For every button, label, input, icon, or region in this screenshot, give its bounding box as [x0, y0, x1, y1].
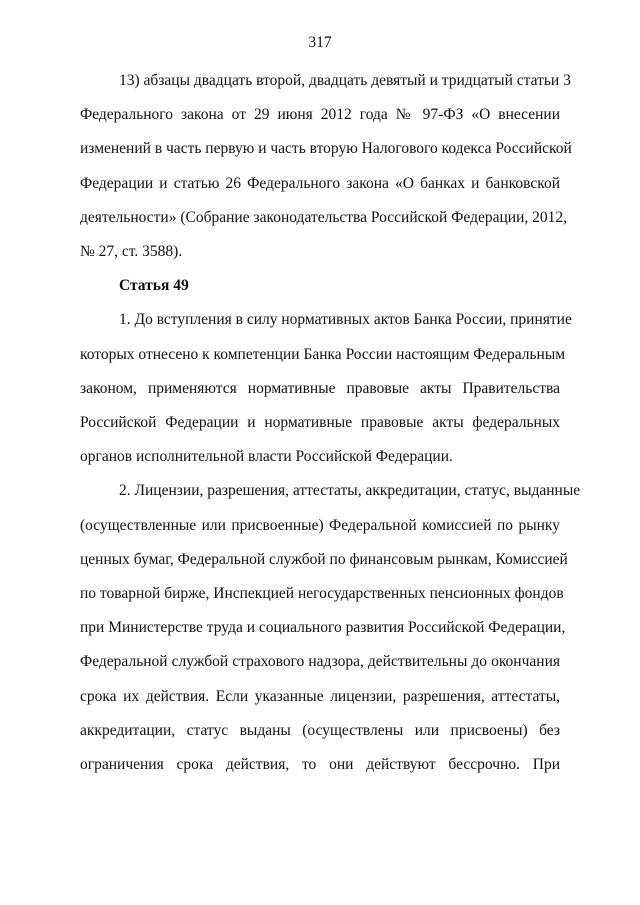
text-line: 13) абзацы двадцать второй, двадцать девятый и тридцатый статьи 3 [119, 72, 571, 89]
text-line: Федеральной службой страхового надзора, действительны до окончания [80, 653, 560, 671]
text-line: по товарной бирже, Инспекцией негосударственных пенсионных фондов [80, 585, 564, 603]
text-line: органов исполнительной власти Российской Федерации. [80, 448, 453, 466]
document-body [80, 64, 581, 782]
text-line: деятельности» (Собрание законодательства Российской Федерации, 2012, [80, 208, 567, 226]
text-line: ценных бумаг, Федеральной службой по финансовым рынкам, Комиссией [80, 550, 568, 568]
paragraph-1 [80, 303, 572, 474]
text-line: которых отнесено к компетенции Банка России настоящим Федеральным [80, 345, 566, 363]
text-line: Российской Федерации и нормативные правовые акты федеральных [80, 414, 560, 432]
text-line: 2. Лицензии, разрешения, аттестаты, аккредитации, статус, выданные [119, 482, 581, 500]
text-line: № 27, ст. 3588). [80, 243, 183, 261]
page-number: 317 [308, 34, 332, 51]
text-line: срока их действия. Если указанные лицензии, разрешения, аттестаты, [80, 687, 560, 705]
article-heading: Статья 49 [119, 277, 189, 295]
paragraph-2 [80, 474, 581, 782]
text-line: Федерального закона от 29 июня 2012 года № 97-ФЗ «О внесении [80, 106, 560, 124]
text-line: 1. До вступления в силу нормативных актов Банка России, принятие [119, 311, 572, 329]
text-line: Федерации и статью 26 Федерального закона «О банках и банковской [80, 174, 560, 192]
text-line: изменений в часть первую и часть вторую Налогового кодекса Российской [80, 140, 572, 158]
text-line: аккредитации, статус выданы (осуществлены или присвоены) без [80, 721, 560, 739]
text-line: законом, применяются нормативные правовые акты Правительства [80, 379, 560, 397]
text-line: (осуществленные или присвоенные) Федеральной комиссией по рынку [80, 516, 560, 534]
text-line: при Министерстве труда и социального развития Российской Федерации, [80, 619, 566, 637]
paragraph-13 [80, 64, 572, 269]
text-line: ограничения срока действия, то они действуют бессрочно. При [80, 756, 560, 774]
